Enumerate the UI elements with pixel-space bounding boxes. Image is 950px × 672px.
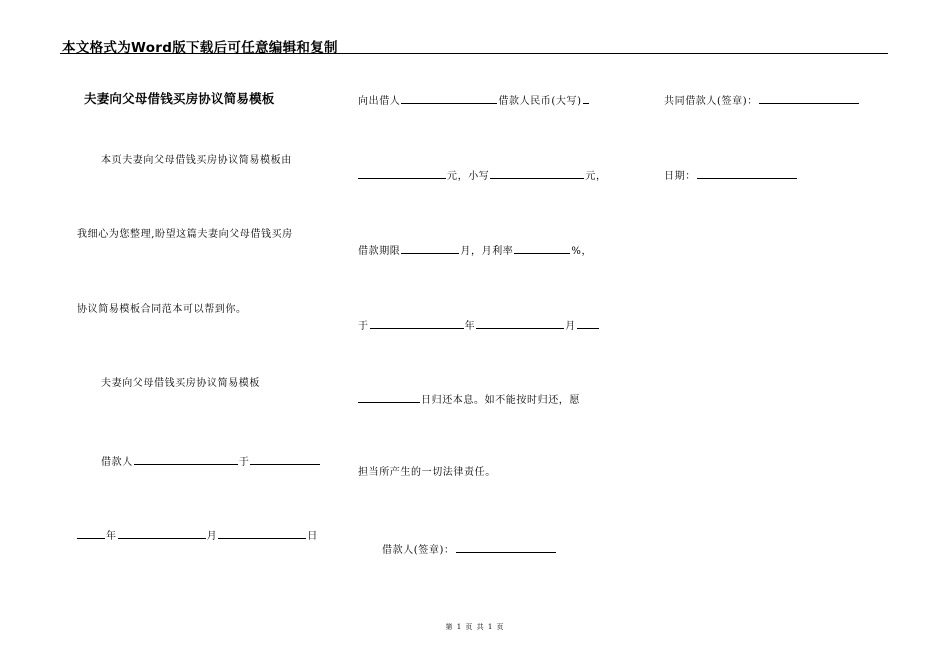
date-label: 日期： <box>664 171 696 182</box>
date-line-left <box>77 528 318 543</box>
term-label: 借款期限 <box>358 246 401 257</box>
amount-upper-label: 借款人民币(大写) <box>498 96 582 107</box>
repay-day-value-blank <box>358 392 420 403</box>
term-blank <box>401 243 459 254</box>
header-divider <box>60 53 888 54</box>
rate-blank <box>514 243 570 254</box>
amount-upper-value-blank <box>358 168 446 179</box>
amount-line <box>358 168 607 183</box>
borrower-label: 借款人 <box>101 457 133 468</box>
lend-to-label: 向出借人 <box>358 96 401 107</box>
repay-at-label: 于 <box>358 321 369 332</box>
lender-line <box>358 93 590 108</box>
borrower-sign-label: 借款人(签章)： <box>382 545 455 556</box>
month-blank <box>118 528 206 539</box>
year-label: 年 <box>106 531 117 542</box>
at-label: 于 <box>238 457 250 468</box>
month-rate-label: 月，月利率 <box>460 246 514 257</box>
borrower-signature-blank <box>456 542 556 553</box>
intro-line-3: 协议简易模板合同范本可以帮到你。 <box>77 304 247 315</box>
document-banner: 本文格式为Word版下载后可任意编辑和复制 <box>62 40 338 56</box>
date-line-right <box>664 168 798 183</box>
liability-text: 担当所产生的一切法律责任。 <box>358 467 496 478</box>
repay-month-blank <box>476 318 564 329</box>
repay-day-blank <box>577 318 599 329</box>
amount-lower-blank <box>490 168 584 179</box>
lender-name-blank <box>401 93 497 104</box>
repay-year-blank <box>370 318 464 329</box>
borrower-name-blank <box>134 454 238 465</box>
amount-upper-blank <box>583 93 589 104</box>
yuan-label: 元，小写 <box>447 171 490 182</box>
repay-year-label: 年 <box>464 321 476 332</box>
month-label: 月 <box>206 531 218 542</box>
page-number: 第 1 页 共 1 页 <box>445 623 505 631</box>
day-blank <box>218 528 306 539</box>
repay-text: 日归还本息。如不能按时归还，愿 <box>421 395 580 406</box>
repay-date-line <box>358 318 600 333</box>
agreement-subtitle: 夫妻向父母借钱买房协议简易模板 <box>101 378 260 389</box>
year-blank <box>77 528 105 539</box>
borrower-location-blank <box>250 454 320 465</box>
borrower-signature-line <box>382 542 557 557</box>
co-borrower-signature-blank <box>759 93 859 104</box>
co-borrower-sign-label: 共同借款人(签章)： <box>664 96 758 107</box>
date-blank <box>697 168 797 179</box>
yuan-end-label: 元， <box>585 171 607 182</box>
repay-month-label: 月 <box>565 321 576 332</box>
co-borrower-signature-line <box>664 93 860 108</box>
term-line <box>358 243 592 258</box>
percent-label: %， <box>571 246 593 257</box>
intro-line-1: 本页夫妻向父母借钱买房协议简易模板由 <box>101 155 292 166</box>
repay-line <box>358 392 580 407</box>
intro-line-2: 我细心为您整理,盼望这篇夫妻向父母借钱买房 <box>77 229 293 240</box>
day-label: 日 <box>307 531 318 542</box>
borrower-line <box>101 454 321 469</box>
document-title: 夫妻向父母借钱买房协议简易模板 <box>84 91 275 106</box>
